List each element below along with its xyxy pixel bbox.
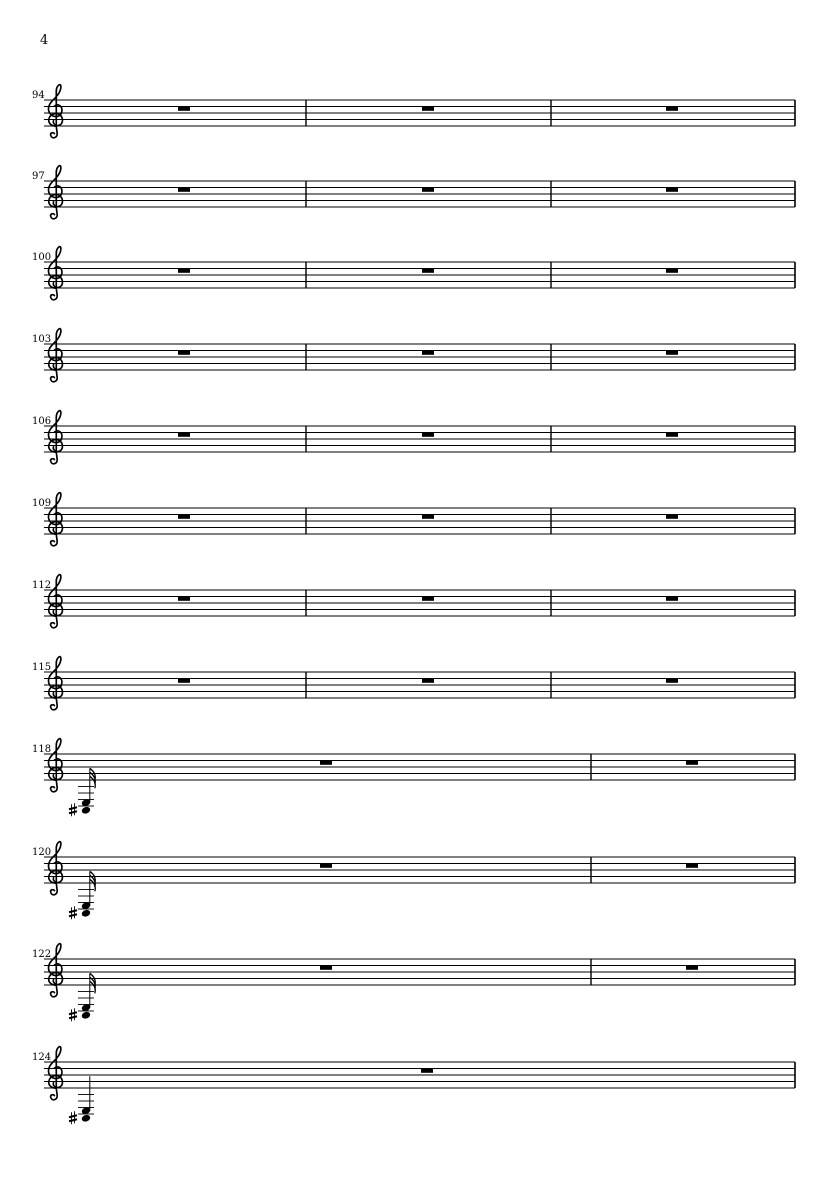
- sharp-sign: [69, 914, 77, 916]
- whole-rest: [178, 515, 190, 519]
- whole-rest: [422, 679, 434, 683]
- whole-rest: [422, 597, 434, 601]
- measure-number: 118: [32, 744, 52, 755]
- whole-rest: [666, 188, 678, 192]
- measure-number: 112: [32, 580, 52, 591]
- staff-system: [32, 411, 795, 464]
- whole-rest: [178, 679, 190, 683]
- sharp-sign: [69, 1016, 77, 1018]
- whole-rest: [320, 761, 332, 765]
- whole-rest: [178, 188, 190, 192]
- whole-rest: [666, 515, 678, 519]
- staff-system: [32, 85, 795, 138]
- staff-system: [32, 493, 795, 546]
- staff-system: [32, 739, 795, 817]
- sharp-sign: [69, 807, 77, 809]
- measure-number: 100: [32, 252, 52, 263]
- whole-rest: [422, 515, 434, 519]
- whole-rest: [422, 351, 434, 355]
- whole-rest: [320, 966, 332, 970]
- page-number: 4: [40, 33, 49, 48]
- whole-rest: [666, 107, 678, 111]
- whole-rest: [422, 107, 434, 111]
- measure-number: 115: [32, 662, 52, 673]
- whole-rest: [320, 864, 332, 868]
- measure-number: 103: [32, 334, 52, 345]
- whole-rest: [666, 269, 678, 273]
- whole-rest: [686, 966, 698, 970]
- whole-rest: [422, 433, 434, 437]
- measure-number: 109: [32, 498, 52, 509]
- measure-number: 106: [32, 416, 52, 427]
- staff-system: [32, 575, 795, 628]
- whole-rest: [178, 433, 190, 437]
- whole-rest: [686, 761, 698, 765]
- measure-number: 122: [32, 949, 52, 960]
- staff-system: [32, 166, 795, 219]
- note-head: [81, 1011, 91, 1020]
- whole-rest: [666, 351, 678, 355]
- measure-number: 124: [32, 1052, 52, 1063]
- note-head: [81, 806, 91, 815]
- staff-system: [32, 1047, 795, 1125]
- staff-system: [32, 247, 795, 300]
- sharp-sign: [69, 1012, 77, 1014]
- treble-clef: [48, 166, 62, 219]
- sharp-sign: [69, 1115, 77, 1117]
- staff-system: [32, 944, 795, 1022]
- whole-rest: [178, 351, 190, 355]
- staff-system: [32, 329, 795, 382]
- whole-rest: [178, 107, 190, 111]
- whole-rest: [422, 269, 434, 273]
- whole-rest: [178, 269, 190, 273]
- whole-rest: [178, 597, 190, 601]
- sharp-sign: [69, 910, 77, 912]
- sharp-sign: [69, 811, 77, 813]
- note-head: [81, 909, 91, 918]
- staff-system: [32, 842, 795, 920]
- measure-number: 120: [32, 847, 52, 858]
- whole-rest: [686, 864, 698, 868]
- treble-clef: [48, 85, 62, 138]
- measure-number: 97: [32, 171, 45, 182]
- staff-system: [32, 657, 795, 710]
- sharp-sign: [69, 1119, 77, 1121]
- whole-rest: [666, 679, 678, 683]
- whole-rest: [422, 188, 434, 192]
- whole-rest: [421, 1069, 433, 1073]
- whole-rest: [666, 433, 678, 437]
- measure-number: 94: [32, 90, 45, 101]
- note-head: [81, 1114, 91, 1123]
- whole-rest: [666, 597, 678, 601]
